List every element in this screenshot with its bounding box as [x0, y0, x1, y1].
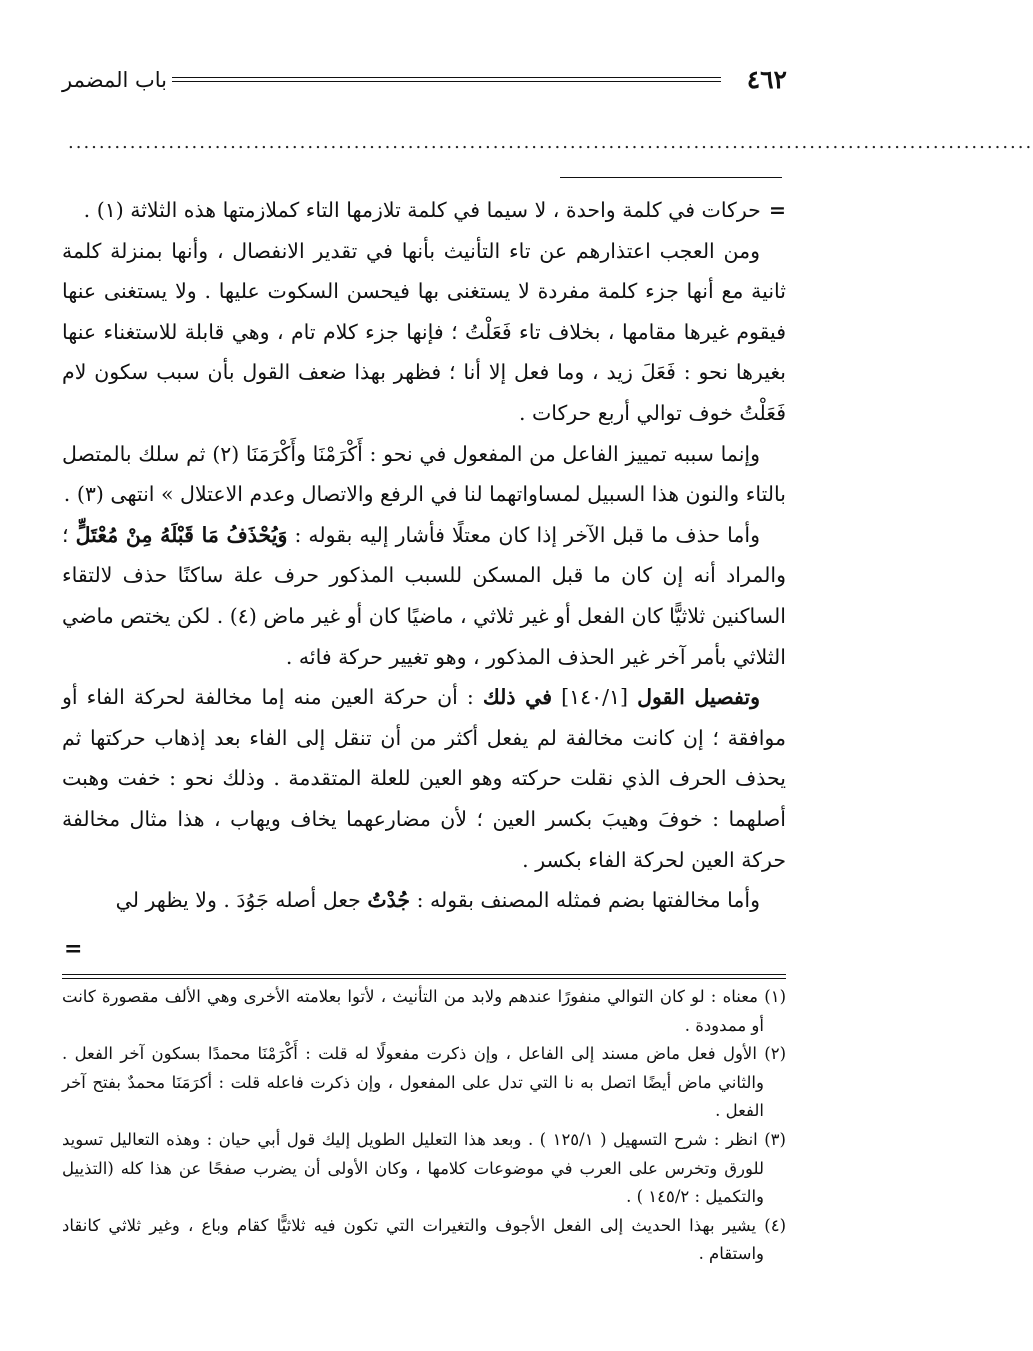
main-text: [62, 190, 786, 921]
paragraph-text: جعل أصله جَوُدَ . ولا يظهر لي: [115, 888, 361, 913]
paragraph-text: ؛ والمراد أنه إن كان ما قبل المسكن للسبب المذكور حرف علة ساكنًا حذف لالتقاء الساكنين ثلاثيًّا كان الفعل أو غير ثلاثي ، ماضيًا كان أو غير ماض (٤) . لكن يختص ماضي الثلاثي بأمر آخر غير الحذف المذكور ، وهو تغيير حركة فائه .: [62, 522, 786, 669]
continuation-mark: =: [64, 936, 83, 962]
bold-phrase: وتفصيل القول: [637, 685, 760, 710]
paragraph-continuation: [62, 190, 786, 231]
quoted-verse: جُدْتُ: [367, 888, 411, 913]
footnote: (٢) الأول فعل ماض مسند إلى الفاعل ، وإن ذكرت مفعولًا له قلت : أَكْرَمْنَا محمدًا بسكون آخر الفعل . والثاني ماض أيضًا اتصل به نا التي تدل على المفعول ، وإن ذكرت فاعله قلت : أكرَمَنَا محمدٌ بفتح آخر الفعل .: [62, 1044, 786, 1121]
paragraph-text: وأما حذف ما قبل الآخر إذا كان معتلًا فأشار إليه بقوله :: [294, 522, 760, 547]
paragraph-text: وأما مخالفتها بضم فمثله المصنف بقوله :: [416, 888, 760, 913]
header-double-rule: [172, 77, 721, 82]
footnotes: [62, 983, 786, 1269]
paragraph: [62, 677, 786, 880]
page-number: ٤٦٢: [746, 65, 787, 94]
continuation-mark: =: [768, 198, 786, 222]
footnote: (١) معناه : لو كان التوالي منفورًا عندهم ولابد من التأنيث ، لأتوا بعلامته الأخرى وهي الألف مقصورة كانت أو ممدودة .: [62, 987, 786, 1035]
dotted-separator: .............................................................................................................................: [68, 132, 1033, 153]
volume-page-ref: [١٤٠/١]: [561, 685, 629, 710]
paragraph-text: : أن حركة العين منه إما مخالفة لحركة الفاء أو موافقة ؛ إن كانت مخالفة لم يفعل أكثر من أن تنقل إلى الفاء بعد إذهاب حركتها ثم يحذف الحرف الذي نقلت حركته وهو العين للعلة المتقدمة . وذلك نحو : خفت وهبت أصلهما : خوفَ وهيبَ بكسر العين ؛ لأن مضارعهما يخاف ويهاب ، هذا مثال مخالفة حركة العين لحركة الفاء بكسر .: [62, 685, 786, 872]
paragraph-text: حركات في كلمة واحدة ، لا سيما في كلمة تلازمها التاء كملازمتها هذه الثلاثة (١) .: [83, 198, 761, 222]
section-rule: [560, 177, 782, 178]
quoted-verse: وَيُحْذَفُ مَا قَبْلَهُ مِنْ مُعْتَلٍّ: [75, 522, 288, 547]
running-header: [62, 66, 787, 96]
footnote-double-rule: [62, 974, 786, 979]
bold-phrase: في ذلك: [482, 685, 553, 710]
footnote: (٣) انظر : شرح التسهيل ( ١٢٥/١ ) . وبعد هذا التعليل الطويل إليك قول أبي حيان : وهذه التعاليل تسويد للورق وتخرس على العرب في موضوعات كلامها ، وكان الأولى أن يضرب صفحًا عن هذا كله (التذييل والتكميل : ١٤٥/٢ ) .: [62, 1129, 786, 1207]
paragraph: [62, 515, 786, 677]
paragraph: وإنما سببه تمييز الفاعل من المفعول في نحو : أَكْرَمْنَا وأَكْرَمَنَا (٢) ثم سلك بالمتصل بالتاء والنون هذا السبيل لمساواتهما لنا في الرفع والاتصال وعدم الاعتلال » انتهى (٣) .: [62, 441, 786, 507]
footnote: (٤) يشير بهذا الحديث إلى الفعل الأجوف والتغيرات التي تكون فيه ثلاثيًّا كقام وباع ، وغير ثلاثي كانقاد واستقام .: [62, 1215, 786, 1264]
paragraph: ومن العجب اعتذارهم عن تاء التأنيث بأنها في تقدير الانفصال ، وأنها بمنزلة كلمة ثانية مع أنها جزء كلمة مفردة لا يستغنى بها فيحسن السكوت عليها . ولا يستغنى عنها فيقوم غيرها مقامها ، بخلاف تاء فَعَلْتُ ؛ فإنها جزء كلام تام ، وهي قابلة للاستغناء عنها بغيرها نحو : فَعَلَ زيد ، وما فعل إلا أنا ؛ فظهر بهذا ضعف القول بأن سبب سكون لام فَعَلْتُ خوف توالي أربع حركات .: [62, 238, 786, 425]
chapter-title: باب المضمر: [62, 68, 167, 92]
paragraph: [62, 880, 786, 921]
